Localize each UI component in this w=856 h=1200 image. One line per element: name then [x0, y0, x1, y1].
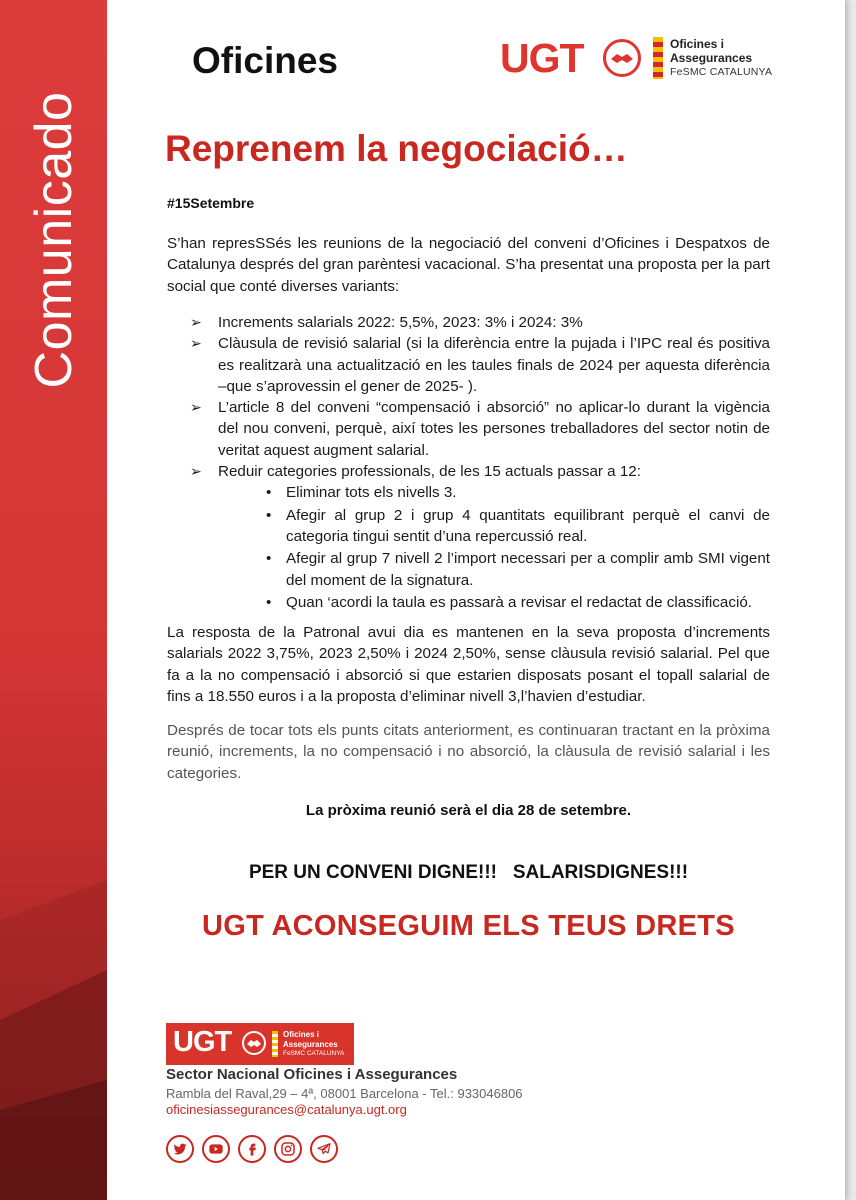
- side-band: [0, 0, 107, 1200]
- list-item: ➢ Reduir categories professionals, de les 15 actuals passar a 12: • Eliminar tots els nivells 3. • Afegir al grup 2 i grup 4 quantitats equilibrant perquè el canvi de categoria tingui sentit d’una repercussió real. • Afegir al grup 7 nivell 2 l’import necessari per a complir amb SMI vigent del moment de la signatura. • Quan ‘acordi la taula es passarà a revisar el redactat de classificació.: [190, 461, 770, 613]
- footer-logo-brand: UGT: [173, 1026, 232, 1058]
- proposal-list: [190, 312, 770, 614]
- list-item: ➢ Increments salarials 2022: 5,5%, 2023: 3% i 2024: 3%: [190, 312, 770, 333]
- footer-logo-line-3: FeSMC CATALUNYA: [283, 1050, 345, 1057]
- ugt-logo: [500, 33, 773, 83]
- dot-bullet-icon: •: [266, 484, 272, 502]
- contact-email[interactable]: oficinesiassegurances@catalunya.ugt.org: [166, 1102, 407, 1117]
- list-item: ➢ Clàusula de revisió salarial (si la diferència entre la pujada i l’IPC real és positiva es realitzarà una actualització en les taules finals de 2024 per aquesta diferència –que s’aprovessin el gener de 2025- ).: [190, 335, 770, 395]
- arrow-bullet-icon: ➢: [190, 314, 202, 330]
- dot-bullet-icon: •: [266, 593, 272, 611]
- slogan: PER UN CONVENI DIGNE!!! SALARISDIGNES!!!: [248, 862, 689, 883]
- footer-ugt-logo: [166, 1023, 354, 1065]
- dot-bullet-icon: •: [266, 550, 272, 568]
- twitter-icon[interactable]: [166, 1135, 194, 1163]
- organization-address: Rambla del Raval,29 – 4ª, 08001 Barcelona - Tel.: 933046806: [166, 1086, 523, 1101]
- senyera-flag-icon: [272, 1031, 278, 1057]
- senyera-flag-icon: [653, 37, 663, 79]
- arrow-bullet-icon: ➢: [190, 335, 202, 352]
- side-label: Comunicado: [25, 91, 83, 389]
- social-links: [166, 1135, 338, 1167]
- organization-name: Sector Nacional Oficines i Assegurances: [166, 1066, 458, 1083]
- hashtag: #15Setembre: [167, 195, 255, 211]
- list-item: ➢ L’article 8 del conveni “compensació i absorció” no aplicar-lo durant la vigència del nou conveni, perquè, així totes les persones treballadores del sector notin de veritat aquest augment salarial.: [190, 399, 770, 459]
- categories-sublist: [218, 482, 770, 613]
- side-band-shading: [0, 880, 107, 1200]
- arrow-bullet-icon: ➢: [190, 399, 202, 416]
- logo-brand: UGT: [500, 35, 584, 81]
- dot-bullet-icon: •: [266, 506, 272, 524]
- section-heading: Oficines: [192, 40, 338, 81]
- telegram-icon[interactable]: [310, 1135, 338, 1163]
- next-steps-paragraph: Després de tocar tots els punts citats anteriorment, es continuaran tractant en la pròxima reunió, increments, la no compensació i no absorció, la clàusula de revisió salarial i les categories.: [167, 722, 770, 782]
- intro-paragraph: S’han represSSés les reunions de la negociació del conveni d’Oficines i Despatxos de Catalunya després del gran parèntesi vacacional. S’ha presentat una proposta per la part social que conté diverses variants:: [167, 235, 770, 295]
- next-meeting: La pròxima reunió serà el dia 28 de setembre.: [305, 802, 632, 819]
- youtube-icon[interactable]: [202, 1135, 230, 1163]
- list-item: • Quan ‘acordi la taula es passarà a revisar el redactat de classificació.: [268, 592, 770, 613]
- handshake-icon: [242, 1031, 266, 1055]
- claim: UGT ACONSEGUIM ELS TEUS DRETS: [202, 910, 735, 942]
- instagram-icon[interactable]: [274, 1135, 302, 1163]
- logo-line-3: FeSMC CATALUNYA: [670, 66, 773, 78]
- list-item: • Afegir al grup 7 nivell 2 l’import necessari per a complir amb SMI vigent del moment de la signatura.: [266, 550, 770, 589]
- patronal-paragraph: La resposta de la Patronal avui dia es mantenen en la seva proposta d’increments salarials 2022 3,75%, 2023 2,50% i 2024 2,50%, sense clàusula revisió salarial. Pel que fa a la no compensació i absorció si que estarien disposats posant el topall salarial de fins a 18.550 euros i a la proposta d’eliminar nivell 3,l’havien d’estudiar.: [167, 624, 770, 705]
- list-item: • Afegir al grup 2 i grup 4 quantitats equilibrant perquè el canvi de categoria tingui sentit d’una repercussió real.: [266, 506, 770, 545]
- arrow-bullet-icon: ➢: [190, 463, 202, 480]
- logo-line-2: Assegurances: [670, 51, 753, 65]
- footer-logo-line-2: Assegurances: [283, 1040, 338, 1049]
- handshake-icon: [603, 39, 641, 77]
- document-title: Reprenem la negociació…: [165, 128, 628, 169]
- facebook-icon[interactable]: [238, 1135, 266, 1163]
- logo-line-1: Oficines i: [670, 37, 725, 51]
- footer-logo-line-1: Oficines i: [283, 1030, 320, 1039]
- list-item: • Eliminar tots els nivells 3.: [268, 482, 770, 503]
